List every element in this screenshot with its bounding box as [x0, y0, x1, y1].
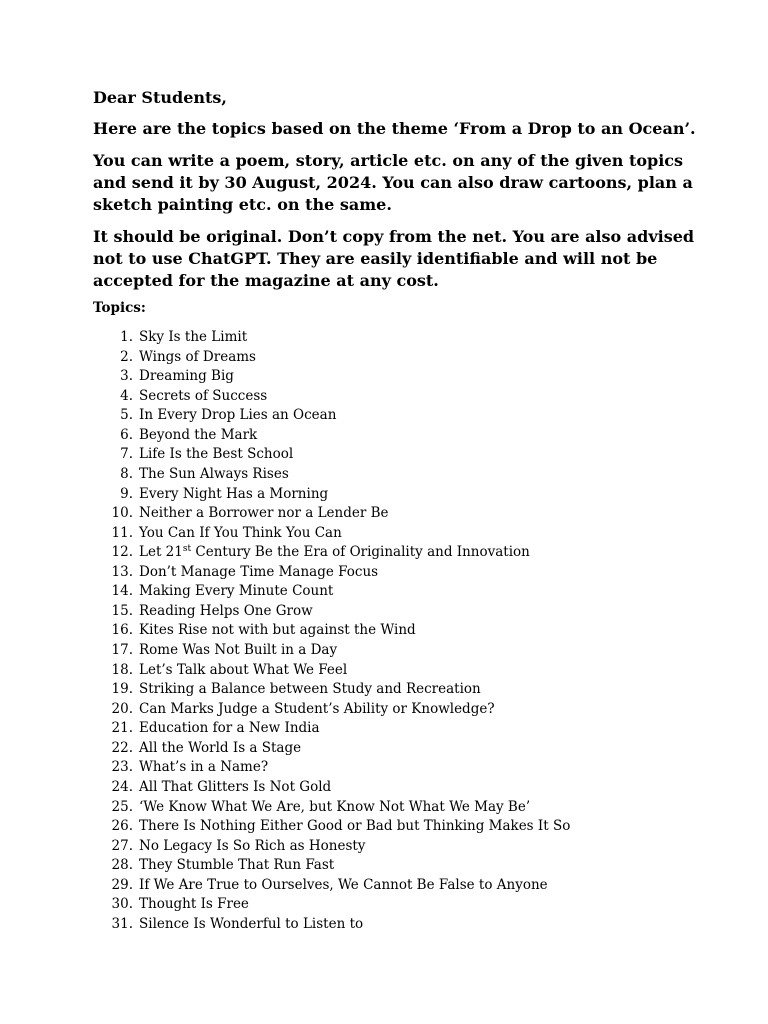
topic-text — [139, 837, 365, 857]
topic-text-main: Wings of Dreams — [139, 348, 256, 365]
topic-number: 27. — [111, 837, 133, 854]
topic-number: 7. — [120, 446, 133, 463]
topic-number: 28. — [111, 857, 133, 874]
topic-text — [139, 485, 328, 505]
ordinal-suffix: st — [182, 544, 192, 555]
topic-number: 4. — [120, 387, 133, 404]
topic-number: 25. — [111, 798, 133, 815]
topic-number: 8. — [120, 465, 133, 482]
topic-number: 19. — [111, 681, 133, 698]
topic-text-main: Dreaming Big — [139, 368, 234, 385]
topic-text-main: Don’t Manage Time Manage Focus — [139, 563, 379, 580]
greeting: Dear Students, — [93, 88, 227, 107]
topic-text — [139, 876, 548, 896]
topic-text-main: In Every Drop Lies an Ocean — [139, 407, 337, 424]
topic-number: 24. — [111, 778, 133, 795]
topic-number: 10. — [111, 505, 133, 522]
topic-text — [139, 641, 337, 661]
topic-text-main: Neither a Borrower nor a Lender Be — [139, 505, 389, 522]
topic-text-main: Can Marks Judge a Student’s Ability or Knowledge? — [139, 700, 495, 717]
topic-text-main: Every Night Has a Morning — [139, 485, 329, 502]
topic-text — [139, 504, 389, 524]
intro-paragraph: Here are the topics based on the theme ‘From a Drop to an Ocean’. — [93, 119, 696, 138]
topic-text-main: They Stumble That Run Fast — [139, 857, 335, 874]
topic-text-main: Kites Rise not with but against the Wind — [139, 622, 416, 639]
topic-text-main: No Legacy Is So Rich as Honesty — [139, 837, 366, 854]
topic-text — [139, 719, 320, 739]
topic-text — [139, 856, 334, 876]
topic-number: 14. — [111, 583, 133, 600]
topic-text-main: Beyond the Mark — [139, 426, 258, 443]
topic-text — [139, 739, 301, 759]
topic-number: 31. — [111, 915, 133, 932]
topic-text-main: Education for a New India — [139, 720, 320, 737]
topic-number: 26. — [111, 818, 133, 835]
topic-text — [139, 778, 331, 798]
topic-text-rest: Century Be the Era of Originality and Innovation — [191, 544, 530, 561]
topic-text-main: All That Glitters Is Not Gold — [139, 778, 332, 795]
topic-text-main: You Can If You Think You Can — [139, 524, 342, 541]
topic-text-main: Thought Is Free — [139, 896, 249, 913]
topic-text — [139, 465, 289, 485]
topic-number: 18. — [111, 661, 133, 678]
topic-text-main: Life Is the Best School — [139, 446, 294, 463]
topic-number: 2. — [120, 348, 133, 365]
topic-text — [139, 661, 347, 681]
topic-text — [139, 348, 256, 368]
topic-text-main: Making Every Minute Count — [139, 583, 334, 600]
topic-text — [139, 524, 342, 544]
topic-text — [139, 582, 333, 602]
topic-text — [139, 543, 530, 563]
topic-number: 3. — [120, 368, 133, 385]
topic-number: 13. — [111, 563, 133, 580]
topic-text — [139, 798, 530, 818]
topic-text — [139, 367, 234, 387]
topic-text-main: Silence Is Wonderful to Listen to — [139, 915, 364, 932]
topic-text-main: Sky Is the Limit — [139, 329, 248, 345]
topic-text — [139, 700, 495, 720]
submission-paragraph: You can write a poem, story, article etc. on any of the given topics and send it by 30 August, 2024. You can also draw cartoons, plan a sketch painting etc. on the same. — [93, 151, 693, 214]
topic-text — [139, 328, 247, 348]
topic-text-main: ‘We Know What We Are, but Know Not What We May Be’ — [139, 798, 531, 815]
topic-text-main: Secrets of Success — [139, 387, 268, 404]
topic-text — [139, 387, 267, 407]
topic-number: 5. — [120, 407, 133, 424]
topic-number: 20. — [111, 700, 133, 717]
topics-heading: Topics: — [93, 300, 146, 316]
topic-text — [139, 758, 268, 778]
topic-number: 1. — [120, 329, 133, 345]
topic-text — [139, 426, 257, 446]
topic-text — [139, 915, 363, 935]
topic-text — [139, 602, 313, 622]
topic-text-main: If We Are True to Ourselves, We Cannot Be False to Anyone — [139, 876, 548, 893]
topic-text — [139, 563, 378, 583]
topic-number: 22. — [111, 739, 133, 756]
topic-text-main: Reading Helps One Grow — [139, 602, 313, 619]
topic-number: 21. — [111, 720, 133, 737]
topic-number: 29. — [111, 876, 133, 893]
topic-number: 16. — [111, 622, 133, 639]
originality-paragraph: It should be original. Don’t copy from the net. You are also advised not to use ChatGPT. They are easily identifiable and will not be accepted for the magazine at any cost. — [93, 227, 695, 290]
topic-text — [139, 817, 570, 837]
topic-number: 9. — [120, 485, 133, 502]
topic-text-main: Let 21 — [139, 544, 183, 561]
topic-number: 15. — [111, 602, 133, 619]
topic-text-main: Let’s Talk about What We Feel — [139, 661, 348, 678]
topic-text-main: Rome Was Not Built in a Day — [139, 642, 338, 658]
topic-text — [139, 621, 416, 641]
topic-text — [139, 895, 249, 915]
topic-number: 30. — [111, 896, 133, 913]
topic-text-main: Striking a Balance between Study and Recreation — [139, 681, 481, 698]
topic-number: 23. — [111, 759, 133, 776]
topic-text-main: The Sun Always Rises — [139, 465, 289, 482]
topic-text-main: There Is Nothing Either Good or Bad but Thinking Makes It So — [139, 818, 571, 835]
topic-number: 17. — [111, 642, 133, 658]
topic-number: 6. — [120, 426, 133, 443]
topic-number: 12. — [111, 544, 133, 561]
topic-text-main: What’s in a Name? — [139, 759, 269, 776]
topic-text-main: All the World Is a Stage — [139, 739, 302, 756]
topic-text — [139, 406, 336, 426]
topic-text — [139, 680, 481, 700]
topic-number: 11. — [111, 524, 133, 541]
topic-text — [139, 445, 293, 465]
